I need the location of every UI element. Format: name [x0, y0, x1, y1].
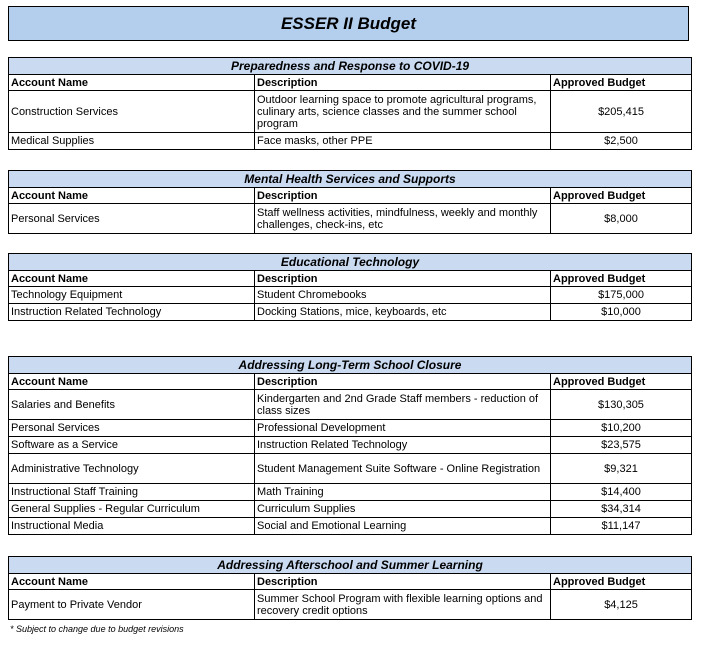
approved-budget: $2,500 — [551, 133, 692, 150]
table-row — [9, 590, 692, 620]
column-header-budget: Approved Budget — [551, 271, 692, 287]
description: Staff wellness activities, mindfulness, weekly and monthly challenges, check-ins, etc — [255, 204, 551, 234]
account-name: Software as a Service — [9, 437, 255, 454]
column-header-account: Account Name — [9, 75, 255, 91]
approved-budget: $205,415 — [551, 91, 692, 133]
description: Summer School Program with flexible learning options and recovery credit options — [255, 590, 551, 620]
section-long-term-closure — [8, 356, 691, 535]
column-header-budget: Approved Budget — [551, 188, 692, 204]
account-name: Instructional Media — [9, 518, 255, 535]
approved-budget: $4,125 — [551, 590, 692, 620]
approved-budget: $175,000 — [551, 287, 692, 304]
column-header-account: Account Name — [9, 271, 255, 287]
approved-budget: $10,200 — [551, 420, 692, 437]
table-row — [9, 133, 692, 150]
description: Math Training — [255, 484, 551, 501]
column-header-budget: Approved Budget — [551, 574, 692, 590]
account-name: Medical Supplies — [9, 133, 255, 150]
table-row — [9, 484, 692, 501]
column-header-description: Description — [255, 188, 551, 204]
account-name: Personal Services — [9, 204, 255, 234]
section-title: Preparedness and Response to COVID-19 — [9, 58, 692, 75]
column-header-budget: Approved Budget — [551, 374, 692, 390]
footnote: * Subject to change due to budget revisions — [10, 624, 184, 634]
description: Instruction Related Technology — [255, 437, 551, 454]
table-row — [9, 420, 692, 437]
account-name: Instructional Staff Training — [9, 484, 255, 501]
description: Outdoor learning space to promote agricultural programs, culinary arts, science classes and the summer school program — [255, 91, 551, 133]
account-name: Payment to Private Vendor — [9, 590, 255, 620]
description: Professional Development — [255, 420, 551, 437]
account-name: General Supplies - Regular Curriculum — [9, 501, 255, 518]
column-header-description: Description — [255, 271, 551, 287]
column-header-account: Account Name — [9, 574, 255, 590]
account-name: Personal Services — [9, 420, 255, 437]
table-row — [9, 518, 692, 535]
description: Face masks, other PPE — [255, 133, 551, 150]
account-name: Instruction Related Technology — [9, 304, 255, 321]
table-row — [9, 437, 692, 454]
approved-budget: $9,321 — [551, 454, 692, 484]
section-educational-technology — [8, 253, 691, 321]
section-title: Educational Technology — [9, 254, 692, 271]
table-row — [9, 204, 692, 234]
section-title: Addressing Long-Term School Closure — [9, 357, 692, 374]
page-title: ESSER II Budget — [8, 6, 689, 41]
approved-budget: $23,575 — [551, 437, 692, 454]
section-title: Addressing Afterschool and Summer Learning — [9, 557, 692, 574]
table-row — [9, 390, 692, 420]
section-afterschool-summer — [8, 556, 691, 620]
table-row — [9, 304, 692, 321]
column-header-description: Description — [255, 374, 551, 390]
approved-budget: $34,314 — [551, 501, 692, 518]
column-header-description: Description — [255, 75, 551, 91]
description: Docking Stations, mice, keyboards, etc — [255, 304, 551, 321]
section-mental-health — [8, 170, 691, 234]
column-header-account: Account Name — [9, 188, 255, 204]
description: Curriculum Supplies — [255, 501, 551, 518]
approved-budget: $10,000 — [551, 304, 692, 321]
table-row — [9, 454, 692, 484]
description: Student Management Suite Software - Online Registration — [255, 454, 551, 484]
column-header-description: Description — [255, 574, 551, 590]
table-row — [9, 91, 692, 133]
description: Kindergarten and 2nd Grade Staff members - reduction of class sizes — [255, 390, 551, 420]
section-title: Mental Health Services and Supports — [9, 171, 692, 188]
section-preparedness — [8, 57, 691, 150]
account-name: Construction Services — [9, 91, 255, 133]
account-name: Salaries and Benefits — [9, 390, 255, 420]
column-header-account: Account Name — [9, 374, 255, 390]
approved-budget: $11,147 — [551, 518, 692, 535]
account-name: Administrative Technology — [9, 454, 255, 484]
approved-budget: $130,305 — [551, 390, 692, 420]
approved-budget: $8,000 — [551, 204, 692, 234]
column-header-budget: Approved Budget — [551, 75, 692, 91]
table-row — [9, 287, 692, 304]
description: Student Chromebooks — [255, 287, 551, 304]
account-name: Technology Equipment — [9, 287, 255, 304]
table-row — [9, 501, 692, 518]
approved-budget: $14,400 — [551, 484, 692, 501]
description: Social and Emotional Learning — [255, 518, 551, 535]
